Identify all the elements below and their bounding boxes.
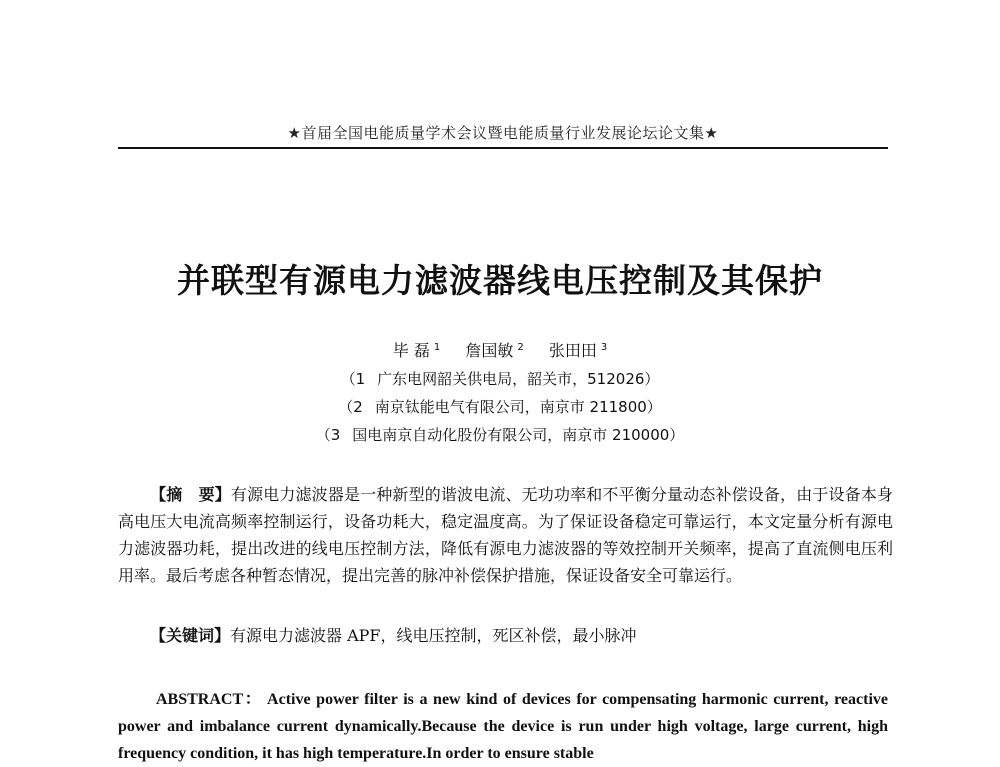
header-rule	[118, 147, 888, 149]
paper-title: 并联型有源电力滤波器线电压控制及其保护	[177, 261, 823, 300]
english-abstract	[118, 686, 888, 767]
proceedings-header: ★首届全国电能质量学术会议暨电能质量行业发展论坛论文集★	[287, 124, 719, 142]
abstract-label: 【摘 要】	[150, 485, 231, 504]
author-1: 毕 磊 $^1$	[392, 341, 441, 360]
abstract-text: 有源电力滤波器是一种新型的谐波电流、无功功率和不平衡分量动态补偿设备，由于设备本身高电压大电流高频率控制运行，设备功耗大，稳定温度高。为了保证设备稳定可靠运行，本文定量分析有源电力滤波器功耗，提出改进的线电压控制方法，降低有源电力滤波器的等效控制开关频率，提高了直流侧电压利用率。最后考虑各种暂态情况，提出完善的脉冲补偿保护措施，保证设备安全可靠运行。	[118, 485, 893, 585]
keywords	[150, 622, 890, 649]
affiliation-3: （3 国电南京自动化股份有限公司，南京市 210000）	[315, 426, 685, 444]
chinese-abstract	[118, 481, 893, 589]
keywords-label: 【关键词】	[150, 626, 231, 645]
author-list	[0, 338, 1000, 361]
author-3: 张田田 $^3$	[548, 341, 608, 360]
affiliation-1: （1 广东电网韶关供电局，韶关市，512026）	[340, 370, 660, 388]
affiliation-2: （2 南京钛能电气有限公司，南京市 211800）	[338, 398, 662, 416]
english-abstract-label: ABSTRACT：	[156, 691, 263, 708]
english-abstract-text: Active power filter is a new kind of devices for compensating harmonic current, reactive power and imbalance current dynamically.Because the device is run under high voltage, large current, high frequency condition, it has high temperature.In order to ensure stable	[118, 691, 888, 762]
author-2: 詹国敏 $^2$	[465, 341, 524, 360]
keywords-text: 有源电力滤波器 APF，线电压控制，死区补偿，最小脉冲	[230, 626, 637, 645]
